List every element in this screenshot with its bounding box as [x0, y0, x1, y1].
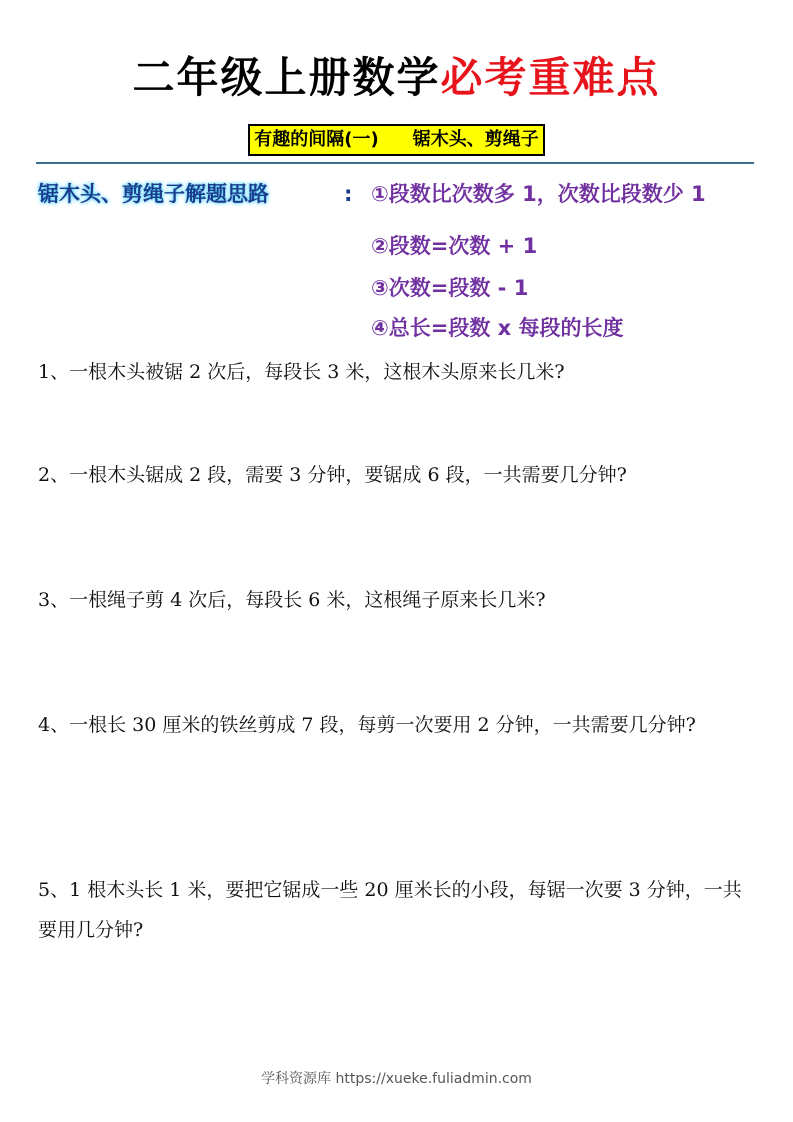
question-2: 2、一根木头锯成 2 段，需要 3 分钟，要锯成 6 段，一共需要几分钟?: [38, 464, 627, 486]
tip-item-3: ③次数=段数 - 1: [371, 276, 529, 300]
subtitle-banner: [248, 124, 544, 156]
tip-item-1: ①段数比次数多 1，次数比段数少 1: [371, 182, 706, 206]
subtitle-container: [0, 124, 793, 156]
tip-item-2: ②段数=次数 + 1: [371, 234, 538, 258]
question-1: 1、一根木头被锯 2 次后，每段长 3 米，这根木头原来长几米?: [38, 361, 565, 383]
title-red-part: 必考重难点: [440, 53, 661, 102]
subtitle-left: 有趣的间隔(一): [254, 129, 379, 150]
tip-item-4: ④总长=段数 x 每段的长度: [371, 316, 624, 340]
title-black-part: 二年级上册数学: [132, 53, 441, 102]
tips-colon: :: [344, 182, 353, 206]
page-title: [0, 50, 793, 106]
footer-source: 学科资源库 https://xueke.fuliadmin.com: [261, 1071, 532, 1087]
divider-line: [36, 162, 754, 164]
question-5: 5、1 根木头长 1 米，要把它锯成一些 20 厘米长的小段，每锯一次要 3 分钟，一共要用几分钟?: [38, 879, 742, 941]
tips-label: 锯木头、剪绳子解题思路: [38, 182, 269, 206]
subtitle-right: 锯木头、剪绳子: [412, 129, 539, 150]
question-4: 4、一根长 30 厘米的铁丝剪成 7 段，每剪一次要用 2 分钟，一共需要几分钟?: [38, 714, 696, 736]
question-3: 3、一根绳子剪 4 次后，每段长 6 米，这根绳子原来长几米?: [38, 589, 546, 611]
